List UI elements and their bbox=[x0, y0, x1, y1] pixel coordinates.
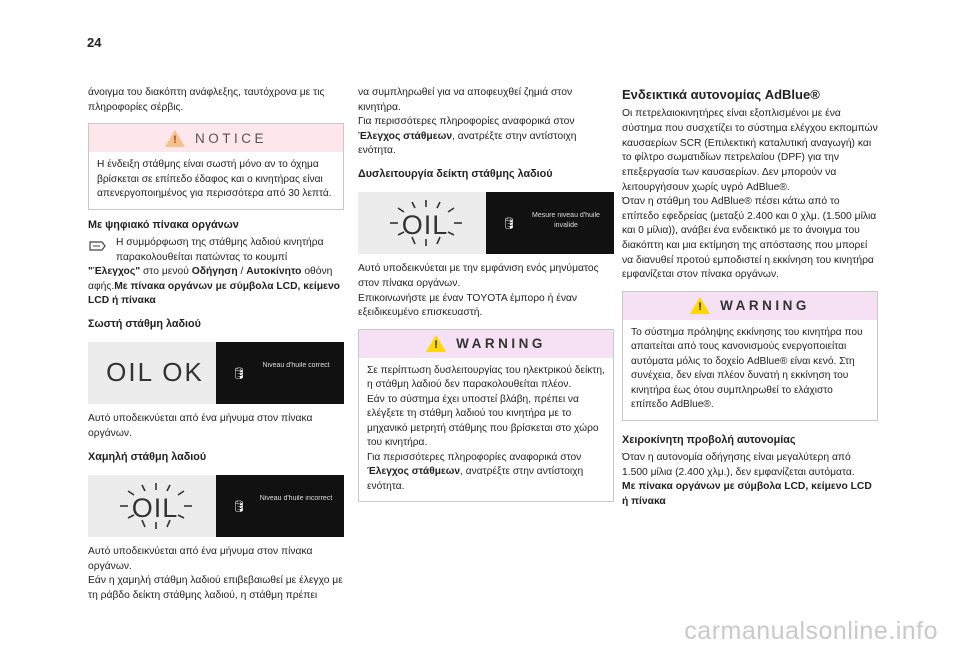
touchscreen-icon bbox=[88, 238, 108, 252]
warning-body bbox=[359, 358, 613, 501]
ok-desc: Αυτό υποδεικνύεται από ένα μήνυμα στον πίνακα οργάνων. bbox=[88, 413, 313, 439]
column-2 bbox=[358, 86, 614, 510]
manual-range-text: Όταν η αυτονομία οδήγησης είναι μεγαλύτερη από 1.500 μίλια (2.400 χλμ.), δεν εμφανίζεται αυτόματα. bbox=[622, 452, 855, 478]
touch-bold-1: "Έλεγχος" bbox=[88, 266, 141, 278]
warning-header bbox=[359, 330, 613, 358]
touch-sep: / bbox=[237, 266, 247, 278]
touch-bold-2: Οδήγηση bbox=[191, 266, 238, 278]
oil-fault-display-text: Mesure niveau d'huile invalide bbox=[532, 212, 600, 229]
warning-body: Το σύστημα πρόληψης εκκίνησης του κινητήρα που απαιτείται από τους κανονισμούς ενεργοποιείται αυτόματα μόλις το δοχείο AdBlue® είναι κενό. Στη συνέχεια, δεν είναι πλέον δυνατή η εκκίνηση του κινητήρα έως ότου συμπληρωθεί το ελάχιστο επίπεδο AdBlue®. bbox=[631, 326, 863, 411]
notice-title: NOTICE bbox=[194, 130, 267, 146]
info-post: , ανατρέξτε στην αντίστοιχη ενότητα. bbox=[358, 130, 577, 157]
adblue-p1: Οι πετρελαιοκινητήρες είναι εξοπλισμένοι με ένα σύστημα που συσχετίζει το σύστημα ελέγχου εκπομπών καυσαερίων SCR (Επιλεκτική καταλυτική αναγωγή) και το φίλτρο σωματιδίων πετρελαίου (DPF) για την επεξεργασία των καυσαερίων. Δεν μπορούν να λειτουργήσουν χωρίς υγρό AdBlue®. bbox=[622, 108, 878, 193]
oil-can-icon: 🛢 bbox=[232, 368, 246, 381]
low-desc-2: Εάν η χαμηλή στάθμη λαδιού επιβεβαιωθεί με έλεγχο με τη ράβδο δείκτη στάθμης λαδιού, η στάθμη πρέπει bbox=[88, 575, 343, 601]
manual-range-heading: Χειροκίνητη προβολή αυτονομίας bbox=[622, 433, 796, 446]
warning-box-col2 bbox=[358, 329, 614, 502]
warning-title: WARNING bbox=[456, 336, 546, 352]
warning-p3-post: , ανατρέξτε στην αντίστοιχη ενότητα. bbox=[367, 466, 584, 492]
info-pre: Για περισσότερες πληροφορίες αναφορικά στον bbox=[358, 116, 575, 128]
touch-bold-3: Αυτοκίνητο bbox=[246, 266, 302, 278]
oil-low-display bbox=[216, 475, 344, 537]
fault-heading: Δυσλειτουργία δείκτη στάθμης λαδιού bbox=[358, 168, 553, 181]
touch-body-1: Η συμμόρφωση της στάθμης λαδιού κινητήρα παρακολουθείται πατώντας το κουμπί bbox=[116, 237, 324, 263]
warning-triangle-icon: ! bbox=[165, 130, 185, 147]
warning-p3 bbox=[367, 451, 605, 494]
oil-ok-display bbox=[216, 342, 344, 404]
adblue-p2: Όταν η στάθμη του AdBlue® πέσει κάτω από το επίπεδο εφεδρείας (μεταξύ 2.400 και 0 χλμ. (1.500 μίλια και 0 μίλια)), ανάβει ένα ενδεικτικό με το άνοιγμα του διακόπτη και μια εκτίμηση της απόστασης που μπορεί να διανυθεί προτού εμποδιστεί η εκκίνηση του κινητήρα εμφανίζεται στον πίνακα οργάνων. bbox=[622, 196, 877, 281]
touch-mid: στο μενού bbox=[140, 266, 192, 278]
warning-box-col3 bbox=[622, 291, 878, 421]
col2-info bbox=[358, 115, 614, 159]
oil-low-display-text: Niveau d'huile incorrect bbox=[259, 494, 333, 502]
notice-header bbox=[89, 124, 343, 152]
warning-p1: Σε περίπτωση δυσλειτουργίας του ηλεκτρικού δείκτη, η στάθμη λαδιού δεν παρακολουθείται πλέον. bbox=[367, 364, 605, 391]
intro-text: άνοιγμα του διακόπτη ανάφλεξης, ταυτόχρονα με τις πληροφορίες σέρβις. bbox=[88, 87, 325, 113]
warning-header bbox=[623, 292, 877, 320]
warning-p3-pre: Για περισσότερες πληροφορίες αναφορικά στον bbox=[367, 451, 582, 463]
page-number: 24 bbox=[87, 35, 102, 50]
warning-title: WARNING bbox=[720, 298, 810, 314]
column-3 bbox=[622, 86, 878, 509]
column-1 bbox=[88, 86, 344, 603]
notice-body: Η ένδειξη στάθμης είναι σωστή μόνο αν το όχημα βρίσκεται σε επίπεδο έδαφος και ο κινητήρας είναι απενεργοποιημένος για περισσότερα από 30 λεπτά. bbox=[97, 159, 332, 200]
warning-p2: Εάν το σύστημα έχει υποστεί βλάβη, πρέπει να ελέγξετε τη στάθμη λαδιού του κινητήρα με το μηχανικό μετρητή στάθμης που βρίσκεται στο χώρο του κινητήρα. bbox=[367, 393, 599, 449]
touch-section bbox=[88, 236, 344, 309]
col2-continued: να συμπληρωθεί για να αποφευχθεί ζημιά στον κινητήρα. bbox=[358, 87, 573, 113]
watermark: carmanualsonline.info bbox=[684, 617, 938, 645]
oil-ok-panel bbox=[88, 342, 344, 404]
info-bold: Έλεγχος στάθμεων bbox=[358, 130, 453, 142]
oil-fault-display bbox=[486, 192, 614, 254]
ok-heading: Σωστή στάθμη λαδιού bbox=[88, 318, 201, 331]
oil-fault-panel bbox=[358, 192, 614, 254]
touch-body-2 bbox=[88, 265, 344, 309]
low-heading: Χαμηλή στάθμη λαδιού bbox=[88, 450, 207, 463]
oil-can-icon: 🛢 bbox=[502, 218, 516, 231]
low-desc: Αυτό υποδεικνύεται από ένα μήνυμα στον πίνακα οργάνων. bbox=[88, 545, 313, 572]
fault-desc: Αυτό υποδεικνύεται με την εμφάνιση ενός μηνύματος στον πίνακα οργάνων. bbox=[358, 263, 599, 289]
touch-heading: Με ψηφιακό πίνακα οργάνων bbox=[88, 218, 239, 231]
touch-end: οθόνη αφής. bbox=[88, 266, 333, 292]
oil-ok-big: OIL OK bbox=[106, 357, 204, 388]
warning-triangle-icon: ! bbox=[690, 297, 710, 314]
warning-p3-bold: Έλεγχος στάθμεων bbox=[367, 466, 461, 478]
oil-fault-big: OIL bbox=[401, 210, 449, 241]
fault-desc-2: Επικοινωνήστε με έναν TOYOTA έμπορο ή έναν εξειδικευμένο επισκευαστή. bbox=[358, 292, 578, 319]
touch-body-3: Με πίνακα οργάνων με σύμβολα LCD, κείμενο LCD ή πίνακα bbox=[88, 280, 340, 307]
notice-box bbox=[88, 123, 344, 209]
oil-ok-display-text: Niveau d'huile correct bbox=[262, 362, 330, 370]
warning-triangle-icon: ! bbox=[426, 335, 446, 352]
manual-range-bold: Με πίνακα οργάνων με σύμβολα LCD, κείμενο LCD ή πίνακα bbox=[622, 481, 872, 507]
adblue-heading: Ενδεικτικά αυτονομίας AdBlue® bbox=[622, 87, 820, 102]
oil-low-big: OIL bbox=[131, 492, 179, 523]
oil-low-panel bbox=[88, 475, 344, 537]
oil-can-icon: 🛢 bbox=[232, 500, 246, 513]
